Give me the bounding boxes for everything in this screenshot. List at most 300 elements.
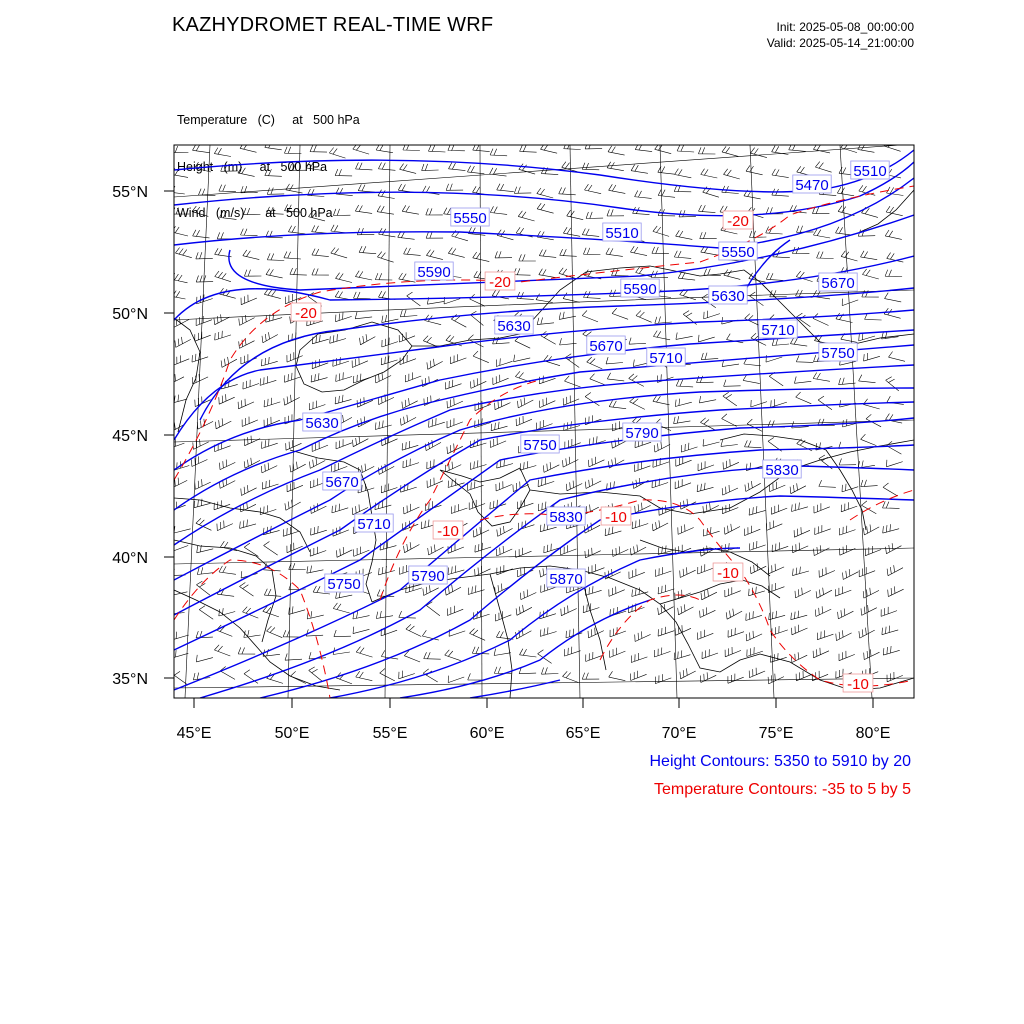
wind-barb xyxy=(287,482,303,492)
wind-barb xyxy=(725,587,741,597)
height-contour-label: 5510 xyxy=(853,163,887,180)
wind-barb xyxy=(309,458,325,468)
wind-barb xyxy=(839,459,856,466)
wind-barb xyxy=(835,587,851,597)
wind-barb xyxy=(676,230,693,239)
wind-barb xyxy=(448,544,464,554)
wind-barb xyxy=(448,676,464,683)
wind-barb xyxy=(470,294,485,306)
wind-barb xyxy=(861,251,878,260)
wind-barb xyxy=(333,527,349,537)
wind-barb xyxy=(359,246,376,254)
wind-barb xyxy=(336,188,353,196)
wind-barb xyxy=(284,252,301,260)
wind-barb xyxy=(404,542,420,553)
wind-barb xyxy=(329,148,345,159)
wind-barb xyxy=(495,611,511,621)
wind-barb xyxy=(540,627,556,636)
wind-barb xyxy=(490,149,507,156)
wind-barb xyxy=(333,603,349,613)
wind-barb xyxy=(887,460,903,467)
wind-barb xyxy=(700,607,716,617)
wind-barb xyxy=(475,543,491,552)
wind-barb xyxy=(813,314,829,326)
wind-barb xyxy=(196,252,213,259)
wind-barb xyxy=(819,567,835,577)
wind-barb xyxy=(285,294,301,304)
wind-barb xyxy=(467,166,484,174)
wind-barb xyxy=(796,392,812,404)
wind-barb xyxy=(815,162,831,173)
wind-barb xyxy=(630,246,647,255)
wind-barb xyxy=(792,543,808,553)
wind-barb xyxy=(815,606,831,616)
wind-barb xyxy=(267,207,284,214)
wind-barb xyxy=(746,631,762,641)
wind-barb xyxy=(380,669,395,681)
wind-barb xyxy=(881,607,897,617)
height-contour-label: 5750 xyxy=(523,437,557,454)
wind-barb xyxy=(310,547,326,557)
wind-barb xyxy=(219,608,235,616)
wind-barb xyxy=(171,395,187,404)
wind-barb xyxy=(490,168,507,176)
wind-barb xyxy=(470,629,486,641)
wind-barb xyxy=(267,188,284,195)
wind-barb xyxy=(839,526,855,535)
wind-barb xyxy=(518,211,534,221)
wind-barb xyxy=(331,225,348,233)
wind-barb xyxy=(609,671,626,680)
wind-barb xyxy=(768,564,784,574)
wind-barb xyxy=(496,546,512,556)
wind-barb xyxy=(220,211,237,219)
wind-barb xyxy=(698,461,714,471)
wind-barb xyxy=(704,311,720,319)
wind-barb xyxy=(769,372,783,386)
wind-barb xyxy=(813,229,830,238)
temp-contour-label: -10 xyxy=(437,523,459,540)
temperature-legend: Temperature Contours: -35 to 5 by 5 xyxy=(653,781,911,798)
wind-barb xyxy=(261,463,277,473)
wind-barb xyxy=(887,565,903,576)
wind-barb xyxy=(285,373,301,382)
wind-barb xyxy=(356,647,372,658)
wind-barb xyxy=(169,290,186,299)
wind-barb xyxy=(290,268,307,275)
wind-barb xyxy=(582,229,599,237)
wind-barb xyxy=(583,248,600,255)
wind-barb xyxy=(883,501,900,508)
wind-barb xyxy=(681,443,697,452)
wind-barb xyxy=(336,312,352,321)
wind-barb xyxy=(613,546,629,556)
wind-barb xyxy=(698,335,714,342)
wind-barb xyxy=(836,630,852,640)
wind-barb xyxy=(241,354,257,364)
wind-barb xyxy=(631,165,648,174)
wind-barb xyxy=(566,481,582,491)
wind-barb xyxy=(377,252,393,263)
wind-barb xyxy=(746,165,763,174)
wind-barb xyxy=(470,378,486,388)
wind-barb xyxy=(724,380,741,387)
wind-barb xyxy=(353,627,369,634)
wind-barb xyxy=(517,499,533,508)
wind-barb xyxy=(448,248,464,258)
wind-barb xyxy=(355,312,372,319)
height-contour-label: 5830 xyxy=(549,509,583,526)
wind-barb xyxy=(496,358,512,366)
lon-label: 80°E xyxy=(855,725,891,742)
wind-barb xyxy=(360,334,376,345)
wind-barb xyxy=(861,480,878,487)
wind-barb xyxy=(171,273,188,283)
wind-barb xyxy=(495,251,512,258)
wind-barb xyxy=(192,456,208,466)
wind-barb xyxy=(262,332,278,343)
wind-barb xyxy=(724,524,740,534)
wind-barb xyxy=(377,206,394,215)
height-contour-label: 5670 xyxy=(821,275,855,292)
wind-barb xyxy=(519,254,536,261)
wind-barb xyxy=(654,648,670,658)
wind-barb xyxy=(262,439,278,448)
wind-barb xyxy=(723,459,739,469)
wind-barb xyxy=(537,188,553,198)
wind-barb xyxy=(629,569,645,579)
wind-barb xyxy=(352,436,368,446)
wind-barb xyxy=(446,380,462,389)
wind-barb xyxy=(357,397,373,407)
wind-barb xyxy=(379,291,396,299)
wind-barb xyxy=(494,649,511,656)
wind-barb xyxy=(675,625,691,635)
wind-barb xyxy=(814,545,830,555)
wind-barb xyxy=(173,632,189,640)
temp-labels xyxy=(291,211,873,693)
wind-barb xyxy=(859,375,876,383)
wind-barb xyxy=(582,673,599,680)
wind-barb xyxy=(676,333,693,340)
wind-barb xyxy=(585,548,601,558)
wind-barb xyxy=(700,418,715,430)
wind-barb xyxy=(261,357,277,366)
wind-barb xyxy=(376,611,393,619)
wind-barb xyxy=(168,439,184,449)
wind-barb xyxy=(336,439,352,449)
wind-barb xyxy=(861,434,877,445)
lon-label: 70°E xyxy=(661,725,697,742)
wind-barb xyxy=(697,483,713,492)
wind-barb xyxy=(335,395,351,404)
wind-barb xyxy=(836,227,853,235)
wind-barb xyxy=(310,145,327,152)
wind-barb xyxy=(750,541,766,550)
wind-barb xyxy=(885,270,902,277)
wind-barb xyxy=(767,521,783,531)
wind-barb xyxy=(519,164,535,174)
wind-barb xyxy=(537,231,554,240)
wind-barb xyxy=(584,523,600,533)
wind-barb xyxy=(772,542,788,551)
wind-barb xyxy=(722,414,737,427)
temp-contour-label: -10 xyxy=(605,509,627,526)
wind-barb xyxy=(428,545,444,556)
wind-barb xyxy=(447,398,463,408)
wind-barb xyxy=(744,526,760,536)
wind-barb xyxy=(795,588,811,598)
wind-barb xyxy=(698,147,715,154)
wind-barb xyxy=(497,184,514,192)
wind-barb xyxy=(284,147,301,154)
wind-barb xyxy=(312,249,329,257)
wind-barb xyxy=(287,352,303,362)
wind-barb xyxy=(840,545,856,555)
wind-barb xyxy=(609,587,625,597)
wind-barb xyxy=(243,208,260,215)
wind-barb xyxy=(404,504,420,514)
wind-barb xyxy=(883,524,899,533)
wind-barb xyxy=(655,567,671,576)
wind-barb xyxy=(402,521,418,531)
wind-barb xyxy=(839,651,855,661)
wind-barb xyxy=(817,252,834,259)
wind-barb xyxy=(382,338,398,347)
wind-barb xyxy=(240,143,257,153)
wind-barb xyxy=(702,649,718,659)
wind-barb xyxy=(266,269,283,278)
wind-barb xyxy=(400,415,416,426)
wind-barb xyxy=(539,269,556,278)
height-contour-label: 5510 xyxy=(605,225,639,242)
wind-barb xyxy=(312,225,329,233)
wind-barb xyxy=(402,441,418,450)
wind-barb xyxy=(539,250,556,258)
wind-barb xyxy=(606,248,623,257)
wind-barb xyxy=(887,672,903,682)
wind-barb xyxy=(679,210,696,217)
wind-barb xyxy=(516,605,532,615)
height-contour-label: 5830 xyxy=(765,462,799,479)
wind-barb xyxy=(447,418,463,428)
wind-barb xyxy=(772,338,789,345)
wind-barb xyxy=(674,650,690,659)
wind-barb xyxy=(473,252,490,262)
wind-barb xyxy=(883,646,899,655)
wind-barb xyxy=(399,671,415,679)
wind-barb xyxy=(676,457,692,467)
wind-barb xyxy=(843,569,859,579)
wind-barb xyxy=(335,291,352,300)
wind-barb xyxy=(745,481,761,492)
wind-barb xyxy=(382,315,399,323)
wind-barb xyxy=(560,249,577,256)
wind-barb xyxy=(265,169,282,176)
temp-contour-label: -20 xyxy=(489,274,511,291)
wind-barb xyxy=(514,355,531,362)
wind-barb xyxy=(585,478,601,488)
wind-barb xyxy=(214,500,230,509)
wind-barb xyxy=(583,603,599,612)
lon-label: 60°E xyxy=(469,725,505,742)
height-contour-label: 5590 xyxy=(417,264,451,281)
wind-barb xyxy=(814,503,830,513)
wind-barb xyxy=(678,524,694,534)
wind-barb xyxy=(658,189,675,197)
wind-barb xyxy=(398,184,415,192)
wind-barb xyxy=(864,649,880,659)
wind-barb xyxy=(770,290,787,297)
wind-barb xyxy=(560,338,577,345)
wind-barb xyxy=(402,205,419,214)
lat-label: 55°N xyxy=(112,184,148,201)
wind-barb xyxy=(751,400,767,407)
height-contour-label: 5630 xyxy=(305,415,339,432)
wind-barb xyxy=(862,269,878,279)
wind-barb xyxy=(818,396,832,410)
valid-time: Valid: 2025-05-14_21:00:00 xyxy=(766,36,914,50)
wind-barb xyxy=(424,652,441,659)
wind-barb xyxy=(422,630,439,640)
wind-barb xyxy=(882,626,898,635)
wind-barb xyxy=(404,248,421,256)
height-contour-label: 5710 xyxy=(357,516,391,533)
wind-barb xyxy=(290,462,306,472)
wind-barb xyxy=(539,398,555,408)
wind-barb xyxy=(749,668,765,678)
wind-barb xyxy=(582,163,599,170)
wind-barb xyxy=(635,631,651,641)
wind-barb xyxy=(837,187,854,196)
wind-barb xyxy=(311,526,327,535)
wind-barb xyxy=(173,355,189,365)
wind-barb xyxy=(585,586,601,595)
wind-barb xyxy=(404,651,420,662)
wind-barb xyxy=(586,652,602,662)
wind-barb xyxy=(839,378,856,385)
wind-barb xyxy=(582,311,598,322)
height-contour-label: 5750 xyxy=(821,345,855,362)
wind-barb xyxy=(287,543,303,553)
wind-barb xyxy=(609,401,626,409)
temp-contour-label: -20 xyxy=(727,213,749,230)
lon-label: 65°E xyxy=(565,725,601,742)
wind-barb xyxy=(520,590,536,600)
wind-barb xyxy=(217,521,233,531)
wind-barb xyxy=(745,440,762,447)
wind-barb xyxy=(841,502,857,512)
temp-contour-label: -10 xyxy=(717,565,739,582)
wind-barb xyxy=(796,271,812,282)
wind-barb xyxy=(565,376,581,387)
wind-barb xyxy=(699,205,716,213)
wind-barb xyxy=(766,273,783,280)
wind-barb xyxy=(653,395,670,404)
wind-barb xyxy=(518,398,534,408)
wind-barb xyxy=(446,184,463,191)
wind-barb xyxy=(241,571,257,578)
wind-barb xyxy=(400,164,417,174)
wind-barb xyxy=(678,604,694,614)
wind-barb xyxy=(307,189,324,197)
wind-barb xyxy=(631,653,647,663)
wind-barb xyxy=(375,501,391,510)
wind-barb xyxy=(331,463,347,473)
wind-barb xyxy=(544,544,560,553)
wind-barb xyxy=(469,500,485,510)
wind-barb xyxy=(587,357,603,369)
wind-barb xyxy=(260,505,276,514)
wind-barb xyxy=(630,397,645,409)
wind-barb xyxy=(306,162,323,171)
wind-barb xyxy=(768,583,784,593)
wind-barb xyxy=(240,520,256,529)
wind-barb xyxy=(791,611,807,620)
wind-barb xyxy=(675,169,692,178)
wind-barb xyxy=(816,588,832,599)
wind-barb xyxy=(264,398,280,407)
wind-barb xyxy=(244,436,260,446)
wind-barb xyxy=(375,421,391,430)
wind-barb xyxy=(330,334,346,343)
wind-barb xyxy=(791,652,807,662)
wind-barb xyxy=(336,372,352,381)
height-contour-label: 5630 xyxy=(711,288,745,305)
wind-barb xyxy=(567,210,584,220)
wind-barb xyxy=(674,416,691,424)
wind-barb xyxy=(399,273,416,282)
wind-barb xyxy=(238,399,254,409)
wind-barb xyxy=(769,611,785,620)
wind-barb xyxy=(196,655,213,662)
wind-barb xyxy=(403,459,419,468)
wind-barb xyxy=(658,627,674,636)
wind-barb xyxy=(589,457,605,467)
wind-barb xyxy=(312,269,329,276)
wind-barb xyxy=(889,352,906,362)
wind-barb xyxy=(728,674,744,684)
wind-barb xyxy=(564,647,580,656)
wind-barb xyxy=(214,314,230,324)
wind-barb xyxy=(819,480,836,487)
wind-barb xyxy=(215,418,231,428)
wind-barb xyxy=(516,416,532,426)
wind-barb xyxy=(490,206,507,214)
wind-barb xyxy=(655,316,672,323)
wind-barb xyxy=(751,148,767,158)
wind-barb xyxy=(445,650,461,661)
wind-barb xyxy=(608,146,625,155)
wind-barb xyxy=(653,331,670,340)
wind-barb xyxy=(220,460,236,470)
wind-barb xyxy=(746,611,762,620)
wind-barb xyxy=(865,546,881,556)
wind-barb xyxy=(796,355,813,362)
wind-barb xyxy=(426,602,440,616)
height-contour-label: 5870 xyxy=(549,571,583,588)
wind-barb xyxy=(264,542,278,556)
wind-barb xyxy=(175,248,191,258)
wind-barb xyxy=(356,163,373,170)
wind-barb xyxy=(241,229,258,236)
wind-barb xyxy=(358,184,375,192)
lat-labels xyxy=(112,184,148,688)
wind-barb xyxy=(653,226,669,237)
wind-barb xyxy=(813,373,830,382)
wind-barb xyxy=(470,439,486,448)
wind-barb xyxy=(284,395,300,405)
